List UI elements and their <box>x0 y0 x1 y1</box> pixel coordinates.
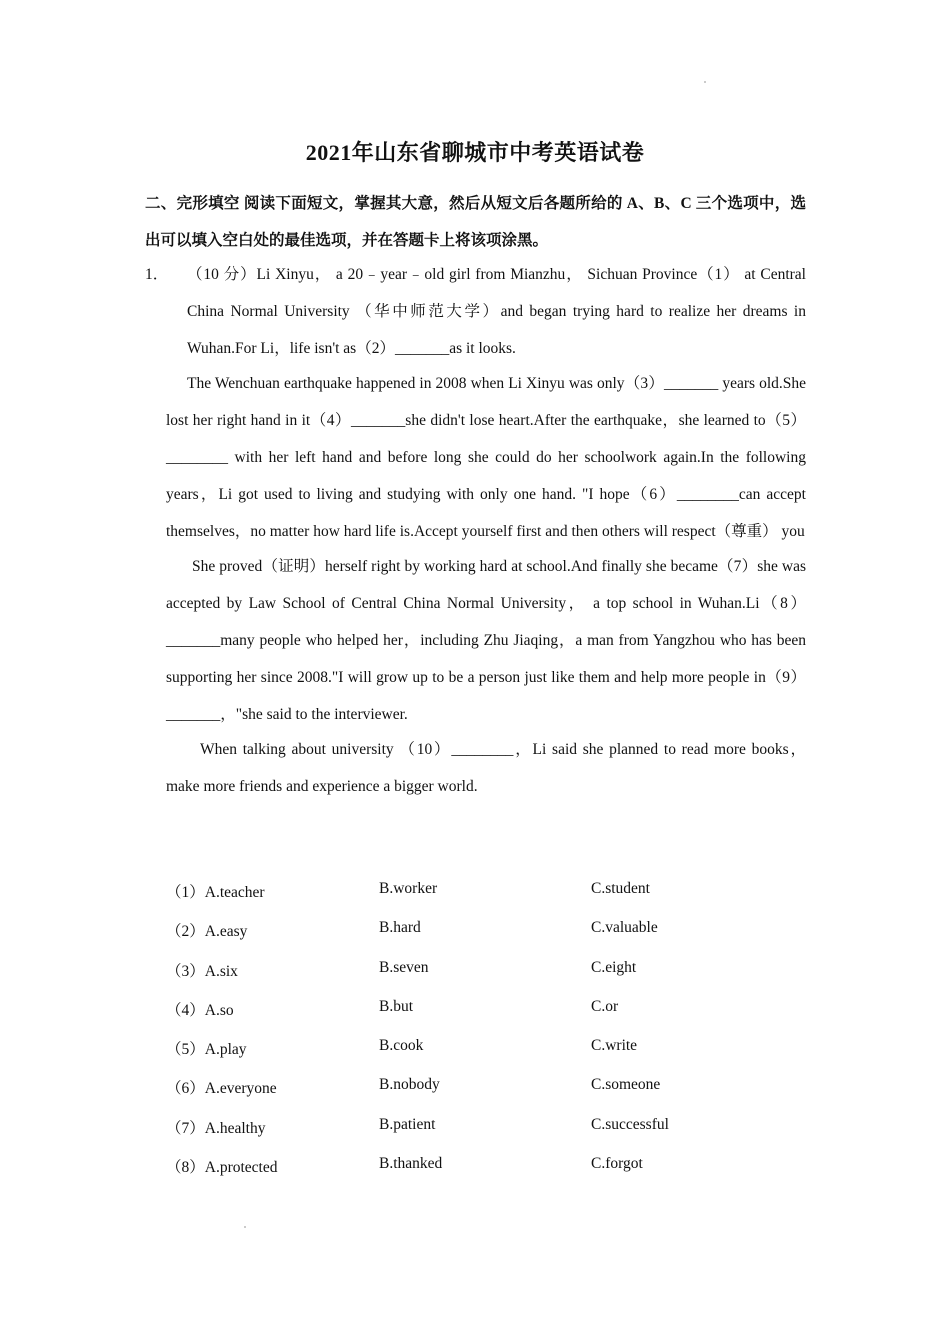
page-mark-bottom <box>244 1226 246 1228</box>
option-b: B.hard <box>379 919 421 937</box>
option-row <box>166 880 806 919</box>
option-c: C.someone <box>591 1076 661 1094</box>
passage-paragraph-2: The Wenchuan earthquake happened in 2008 when Li Xinyu was only（3）_______ years old.She lost her right hand in it（4）_______she didn't lose heart.After the earthquake，she learned to（5）________ with her left hand and before long she could do her schoolwork again.In the following years，Li got used to living and studying with only one hand. "I hope（6）________can accept themselves，no matter how hard life is.Accept yourself first and then others will respect（尊重） you <box>166 375 806 540</box>
question-1 <box>145 256 806 805</box>
option-c: C.or <box>591 997 619 1015</box>
option-c: C.eight <box>591 958 637 976</box>
option-a: （5）A.play <box>166 1041 247 1059</box>
option-b: B.seven <box>379 958 429 976</box>
option-c: C.successful <box>591 1115 669 1133</box>
option-row <box>166 1037 806 1076</box>
option-row <box>166 959 806 998</box>
answer-options <box>166 880 806 1194</box>
page-title: 2021年山东省聊城市中考英语试卷 <box>305 140 645 165</box>
option-b: B.thanked <box>379 1155 443 1173</box>
passage-paragraph-3: She proved（证明）herself right by working hard at school.And finally she became（7）she was accepted by Law School of Central China Normal University， a top school in Wuhan.Li（8）_______many people who helped her，including Zhu Jiaqing，a man from Yangzhou who has been supporting her since 2008."I will grow up to be a person just like them and help more people in（9）_______，"she said to the interviewer. <box>166 558 806 723</box>
question-number: 1． <box>145 266 169 283</box>
option-b: B.patient <box>379 1115 436 1133</box>
option-b: B.nobody <box>379 1076 440 1094</box>
option-row <box>166 919 806 958</box>
option-c: C.valuable <box>591 919 658 937</box>
option-row <box>166 1076 806 1115</box>
passage-paragraph-1: （10 分）Li Xinyu， a 20﹣year﹣old girl from Mianzhu， Sichuan Province（1） at Central China Normal University （华中师范大学）and began trying hard to realize her dreams in Wuhan.For Li，life isn't as（2）_______as it looks. <box>187 266 806 357</box>
option-row <box>166 1116 806 1155</box>
option-a: （1）A.teacher <box>166 884 265 901</box>
option-b: B.worker <box>379 880 438 897</box>
option-a: （4）A.so <box>166 1001 234 1019</box>
section-instruction: 二、完形填空 阅读下面短文，掌握其大意，然后从短文后各题所给的 A、B、C 三个选项中，选出可以填入空白处的最佳选项，并在答题卡上将该项涂黑。 <box>145 195 806 249</box>
option-c: C.forgot <box>591 1155 643 1173</box>
option-b: B.cook <box>379 1037 424 1055</box>
option-c: C.student <box>591 880 650 897</box>
option-a: （8）A.protected <box>166 1159 278 1177</box>
option-row <box>166 998 806 1037</box>
option-a: （6）A.everyone <box>166 1080 277 1098</box>
question-passage <box>166 256 806 805</box>
option-a: （2）A.easy <box>166 923 248 941</box>
passage-paragraph-4: When talking about university （10）________，Li said she planned to read more books，make more friends and experience a bigger world. <box>166 741 806 795</box>
option-a: （7）A.healthy <box>166 1119 266 1137</box>
option-c: C.write <box>591 1037 638 1055</box>
option-b: B.but <box>379 997 414 1015</box>
page-mark-top <box>704 81 706 83</box>
option-row <box>166 1155 806 1194</box>
option-a: （3）A.six <box>166 962 238 980</box>
